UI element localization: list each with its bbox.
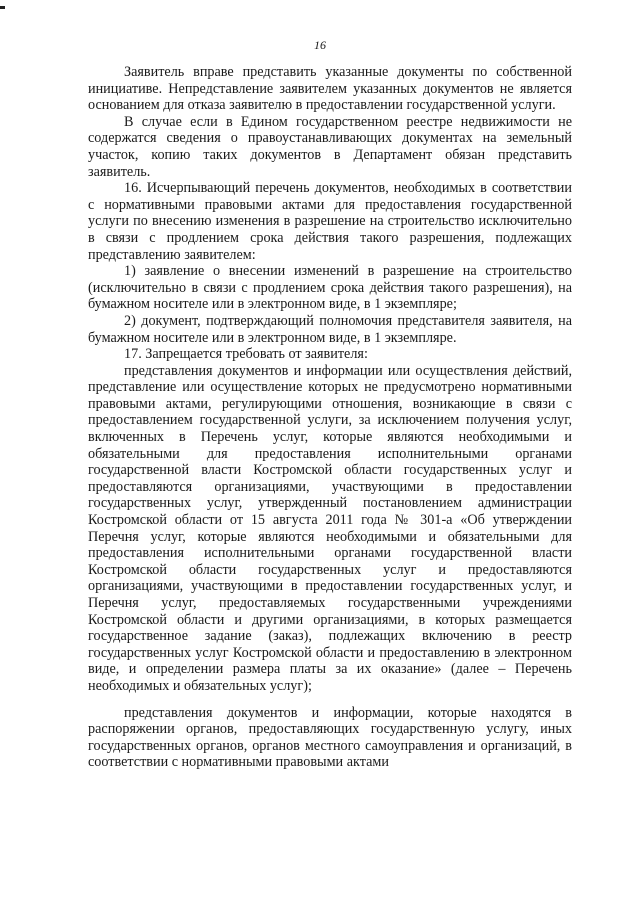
paragraph-item-16-1: 1) заявление о внесении изменений в разрешение на строительство (исключительно в связи с продлением срока действия такого разрешения), на бумажном носителе или в электронном виде, в 1 экземпляре; [88, 263, 572, 313]
paragraph-prohibition-1: представления документов и информации или осуществления действий, представление или осуществление которых не предусмотрено нормативными правовыми актами, регулирующими отношения, возникающие в связи с предоставлением государственной услуги, за исключением получения услуг, включенных в Перечень услуг, которые являются необходимыми и обязательными для предоставления исполнительными органами государственной власти Костромской области государственных услуг и предоставляются организациями, участвующими в предоставлении государственных услуг, утвержденный постановлением администрации Костромской области от 15 августа 2011 года № 301-а «Об утверждении Перечня услуг, которые являются необходимыми и обязательными для предоставления исполнительными органами государственной власти Костромской области государственных услуг и предоставляются организациями, участвующими в предоставлении государственных услуг, и Перечня услуг, предоставляемых государственными учреждениями Костромской области и другими организациями, в которых размещается государственное задание (заказ), подлежащих включению в реестр государственных услуг Костромской области и предоставлению в электронном виде, и определении размера платы за их оказание» (далее – Перечень необходимых и обязательных услуг); [88, 362, 572, 694]
paragraph-item-17: 17. Запрещается требовать от заявителя: [124, 346, 368, 363]
paragraph-item-16-2: 2) документ, подтверждающий полномочия представителя заявителя, на бумажном носителе или в электронном виде, в 1 экземпляре. [88, 312, 572, 346]
paragraph-item-16: 16. Исчерпывающий перечень документов, необходимых в соответствии с нормативными правовыми актами для предоставления государственной услуги по внесению изменения в разрешение на строительство исключительно в связи с продлением срока действия такого разрешения, подлежащих представлению заявителем: [88, 180, 572, 263]
scan-corner-mark [0, 6, 5, 9]
paragraph-documents-initiative: Заявитель вправе представить указанные документы по собственной инициативе. Непредставление заявителем указанных документов не является основанием для отказа заявителю в предоставлении государственной услуги. [88, 64, 572, 114]
document-body [88, 64, 572, 771]
page-number: 16 [314, 38, 326, 52]
paragraph-real-estate-registry: В случае если в Едином государственном реестре недвижимости не содержатся сведения о правоустанавливающих документах на земельный участок, копию таких документов в Департамент обязан представить заявитель. [88, 113, 572, 180]
paragraph-prohibition-2: представления документов и информации, которые находятся в распоряжении органов, предоставляющих государственную услугу, иных государственных органов, органов местного самоуправления и организаций, в соответствии с нормативными правовыми актами [88, 704, 572, 771]
